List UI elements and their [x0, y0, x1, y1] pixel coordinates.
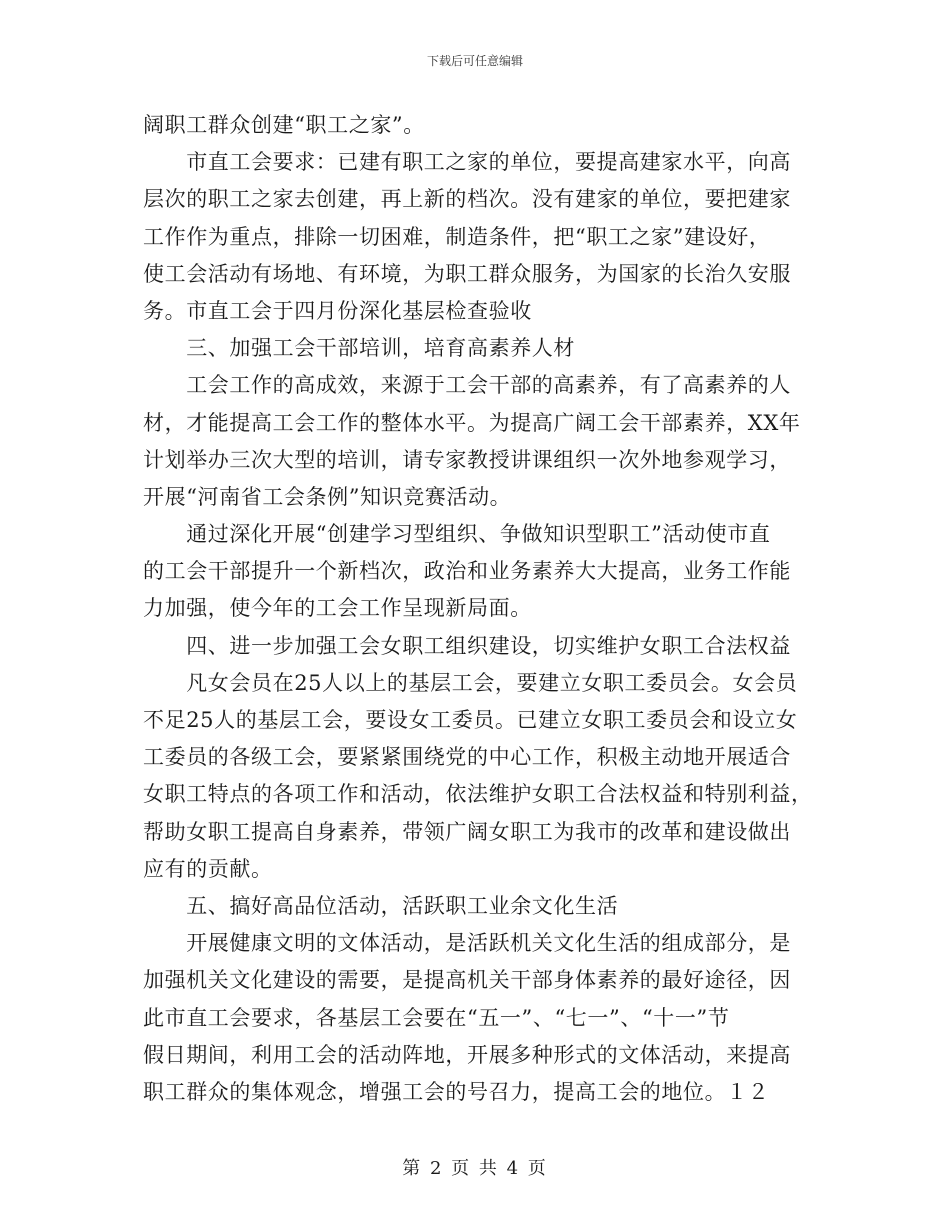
- body-line: 加强机关文化建设的需要，是提高机关干部身体素养的最好途径，因: [143, 968, 791, 993]
- body-line: 力加强，使今年的工会工作呈现新局面。: [143, 596, 532, 621]
- body-line: 不足25人的基层工会，要设女工委员。已建立女职工委员会和设立女: [143, 708, 798, 732]
- body-line: 职工群众的集体观念，增强工会的号召力，提高工会的地位。１２: [143, 1079, 770, 1104]
- document-body: [143, 107, 813, 1111]
- body-line: 材，才能提高工会工作的整体水平。为提高广阔工会干部素养，XX年: [143, 410, 801, 435]
- section-heading: 五、搞好高品位活动，活跃职工业余文化生活: [143, 893, 619, 918]
- body-line: 此市直工会要求，各基层工会要在“五一”、“七一”、“十一”节: [143, 1005, 730, 1030]
- body-line: 帮助女职工提高自身素养，带领广阔女职工为我市的改革和建设做出: [143, 819, 791, 844]
- section-heading: 四、进一步加强工会女职工组织建设，切实维护女职工合法权益: [143, 633, 791, 658]
- body-line: 工作作为重点，排除一切困难，制造条件，把“职工之家”建设好，: [143, 224, 771, 249]
- body-line: 女职工特点的各项工作和活动，依法维护女职工合法权益和特别利益，: [143, 782, 813, 807]
- body-line: 务。市直工会于四月份深化基层检查验收: [143, 298, 532, 323]
- page-footer: 第 2 页 共 4 页: [402, 1158, 548, 1179]
- body-line: 层次的职工之家去创建，再上新的档次。没有建家的单位，要把建家: [143, 187, 791, 212]
- body-line: 阔职工群众创建“职工之家”。: [143, 113, 425, 137]
- body-line: 市直工会要求：已建有职工之家的单位，要提高建家水平，向高: [143, 150, 791, 175]
- body-line: 工委员的各级工会，要紧紧围绕党的中心工作，积极主动地开展适合: [143, 745, 791, 770]
- body-line: 工会工作的高成效，来源于工会干部的高素养，有了高素养的人: [143, 373, 791, 398]
- body-line: 凡女会员在25人以上的基层工会，要建立女职工委员会。女会员: [143, 670, 798, 695]
- body-line: 的工会干部提升一个新档次，政治和业务素养大大提高，业务工作能: [143, 559, 791, 584]
- section-heading: 三、加强工会干部培训，培育高素养人材: [143, 336, 575, 361]
- body-line: 开展“河南省工会条例”知识竞赛活动。: [143, 484, 512, 509]
- body-line: 计划举办三次大型的培训，请专家教授讲课组织一次外地参观学习，: [143, 447, 791, 472]
- body-line: 使工会活动有场地、有环境，为职工群众服务，为国家的长治久安服: [143, 261, 791, 286]
- page-header: 下载后可任意编辑: [426, 54, 523, 68]
- body-line: 通过深化开展“创建学习型组织、争做知识型职工”活动使市直: [143, 522, 771, 547]
- body-line: 假日期间，利用工会的活动阵地，开展多种形式的文体活动，来提高: [143, 1042, 791, 1067]
- body-line: 应有的贡献。: [143, 856, 273, 881]
- body-line: 开展健康文明的文体活动，是活跃机关文化生活的组成部分，是: [143, 931, 791, 956]
